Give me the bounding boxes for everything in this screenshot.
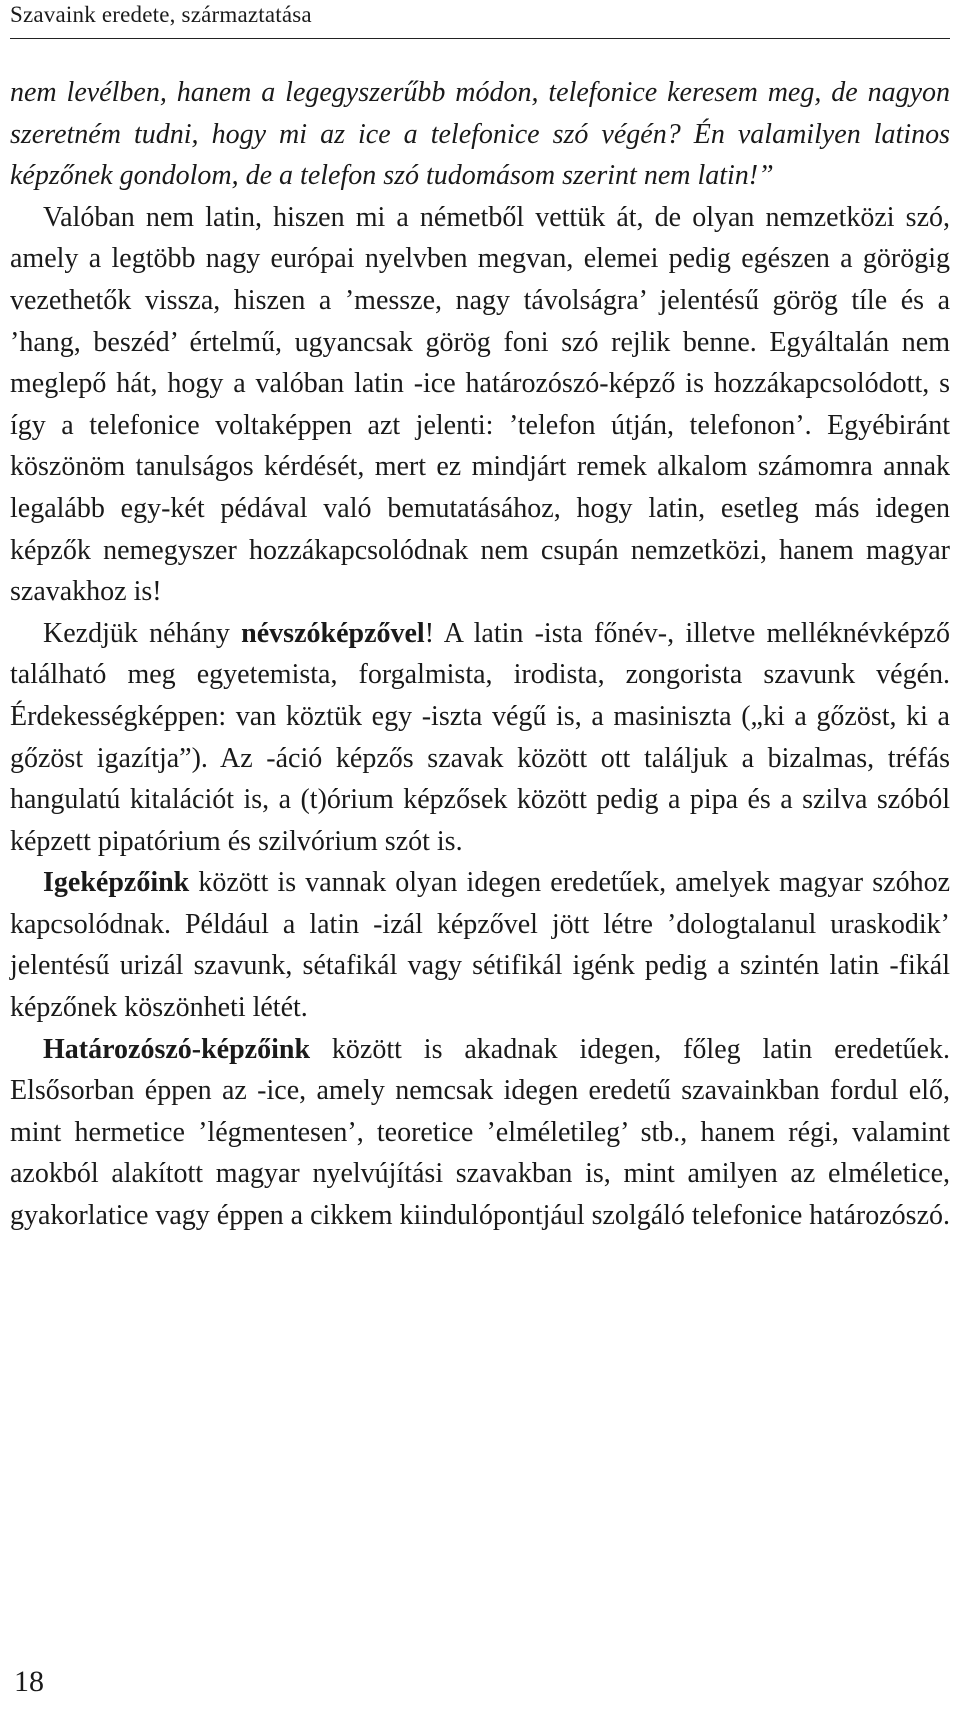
term-igekepzoink: Igeképzőink	[43, 867, 190, 899]
hatarozoszo-paragraph	[10, 1029, 950, 1237]
igekepzo-paragraph	[10, 862, 950, 1028]
running-header	[10, 0, 950, 39]
paragraph-body: között is vannak olyan idegen eredetűek, amelyek magyar szóhoz kapcsolódnak. Például a latin -izál képzővel jött létre ’dologtalanul uraskodik’ jelentésű urizál szavunk, sétafikál vagy sétifikál igénk pedig a szintén latin -fikál képzőnek köszönheti létét.	[10, 867, 950, 1024]
term-hatarozoszo-kepzoink: Határozószó-képzőink	[43, 1033, 311, 1065]
reader-question-quote: nem levélben, hanem a legegyszerűbb módon, telefonice keresem meg, de nagyon szeretném tudni, hogy mi az ice a telefonice szó végén? Én valamilyen latinos képzőnek gondolom, de a telefon szó tudomásom szerint nem latin!”	[10, 77, 950, 192]
header-title: Szavaink eredete, származtatása	[10, 2, 312, 27]
term-nevszokepzovel: névszóképzővel	[241, 617, 425, 649]
page-number: 18	[14, 1665, 44, 1698]
paragraph-body: között is akadnak idegen, főleg latin eredetűek. Elsősorban éppen az -ice, amely nemcsak idegen eredetű szavainkban fordul elő, mint hermetice ’légmentesen’, teoretice ’elméletileg’ stb., hanem régi, valamint azokból alakított magyar nyelvújítási szavakban is, mint amilyen az elméletice, gyakorlatice vagy éppen a cikkem kiindulópontjául szolgáló telefonice határozószó.	[10, 1033, 950, 1232]
paragraph-lead: Kezdjük néhány	[43, 617, 242, 649]
paragraph-body: ! A latin -ista főnév-, illetve melléknévképző található meg egyetemista, forgalmista, irodista, zongorista szavunk végén. Érdekességképpen: van köztük egy -iszta végű is, a masiniszta („ki a gőzöst, ki a gőzöst igazítja”). Az -áció képzős szavak között ott találjuk a bizalmas, tréfás hangulatú kitalációt is, a (t)órium képzősek között pedig a pipa és a szilva szóból képzett pipatórium és szilvórium szót is.	[10, 617, 951, 857]
nevszokepzo-paragraph	[10, 613, 950, 863]
article-body	[10, 72, 950, 1237]
answer-paragraph: Valóban nem latin, hiszen mi a németből vettük át, de olyan nemzetközi szó, amely a legtöbb nagy európai nyelvben megvan, elemei pedig egészen a görögig vezethetők vissza, hiszen a ’messze, nagy távolságra’ jelentésű görög tíle és a ’hang, beszéd’ értelmű, ugyancsak görög foni szó rejlik benne. Egyáltalán nem meglepő hát, hogy a valóban latin -ice határozószó-képző is hozzákapcsolódott, s így a telefonice voltaképpen azt jelenti: ’telefon útján, telefonon’. Egyébiránt köszönöm tanulságos kérdését, mert ez mindjárt remek alkalom számomra annak legalább egy-két pédával való bemutatásához, hogy latin, esetleg más idegen képzők nemegyszer hozzákapcsolódnak nem csupán nemzetközi, hanem magyar szavakhoz is!	[10, 201, 950, 608]
